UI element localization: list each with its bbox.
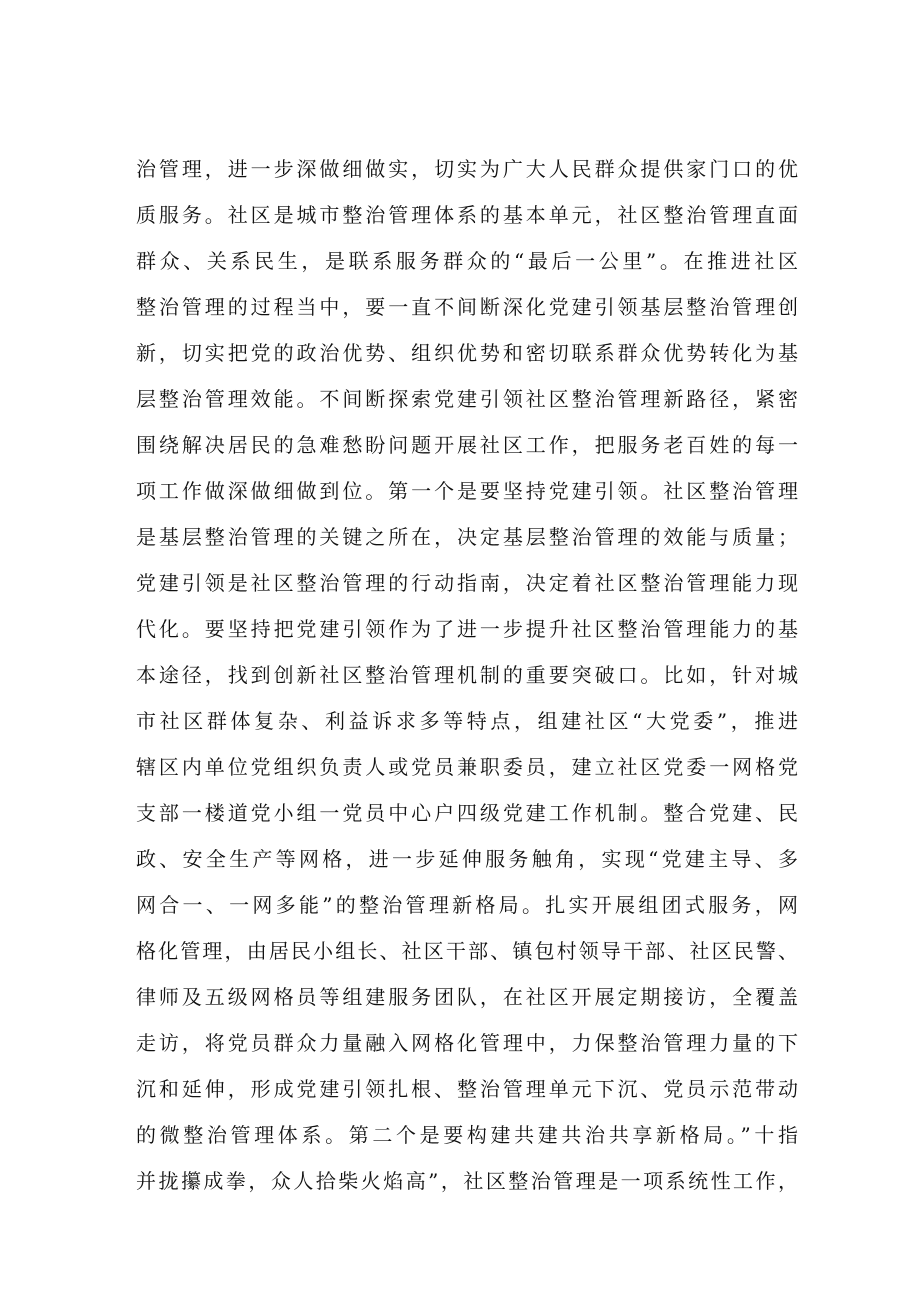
text-line: 围绕解决居民的急难愁盼问题开展社区工作，把服务老百姓的每一 bbox=[136, 433, 798, 457]
text-line: 格化管理，由居民小组长、社区干部、镇包村领导干部、社区民警、 bbox=[136, 939, 798, 963]
text-line: 政、安全生产等网格，进一步延伸服务触角，实现“党建主导、多 bbox=[136, 847, 798, 871]
text-line: 项工作做深做细做到位。第一个是要坚持党建引领。社区整治管理 bbox=[136, 479, 798, 503]
text-line: 本途径，找到创新社区整治管理机制的重要突破口。比如，针对城 bbox=[136, 663, 798, 687]
text-line: 新，切实把党的政治优势、组织优势和密切联系群众优势转化为基 bbox=[136, 341, 798, 365]
text-line: 律师及五级网格员等组建服务团队，在社区开展定期接访，全覆盖 bbox=[136, 985, 798, 1009]
text-line: 整治管理的过程当中，要一直不间断深化党建引领基层整治管理创 bbox=[136, 295, 798, 319]
text-line: 支部一楼道党小组一党员中心户四级党建工作机制。整合党建、民 bbox=[136, 801, 798, 825]
text-line: 的微整治管理体系。第二个是要构建共建共治共享新格局。”十指 bbox=[136, 1123, 798, 1147]
text-line: 群众、关系民生，是联系服务群众的“最后一公里”。在推进社区 bbox=[136, 249, 798, 273]
text-line: 并拢攥成拳，众人拾柴火焰高”，社区整治管理是一项系统性工作， bbox=[136, 1169, 798, 1193]
text-line: 代化。要坚持把党建引领作为了进一步提升社区整治管理能力的基 bbox=[136, 617, 798, 641]
text-line: 辖区内单位党组织负责人或党员兼职委员，建立社区党委一网格党 bbox=[136, 755, 798, 779]
text-line: 治管理，进一步深做细做实，切实为广大人民群众提供家门口的优 bbox=[136, 157, 798, 181]
text-line: 网合一、一网多能”的整治管理新格局。扎实开展组团式服务，网 bbox=[136, 893, 798, 917]
body-paragraph bbox=[136, 146, 798, 1204]
text-line: 走访，将党员群众力量融入网格化管理中，力保整治管理力量的下 bbox=[136, 1031, 798, 1055]
text-line: 沉和延伸，形成党建引领扎根、整治管理单元下沉、党员示范带动 bbox=[136, 1077, 798, 1101]
text-line: 是基层整治管理的关键之所在，决定基层整治管理的效能与质量； bbox=[136, 525, 798, 549]
text-line: 市社区群体复杂、利益诉求多等特点，组建社区“大党委”，推进 bbox=[136, 709, 798, 733]
text-line: 质服务。社区是城市整治管理体系的基本单元，社区整治管理直面 bbox=[136, 203, 798, 227]
text-line: 层整治管理效能。不间断探索党建引领社区整治管理新路径，紧密 bbox=[136, 387, 798, 411]
text-line: 党建引领是社区整治管理的行动指南，决定着社区整治管理能力现 bbox=[136, 571, 798, 595]
